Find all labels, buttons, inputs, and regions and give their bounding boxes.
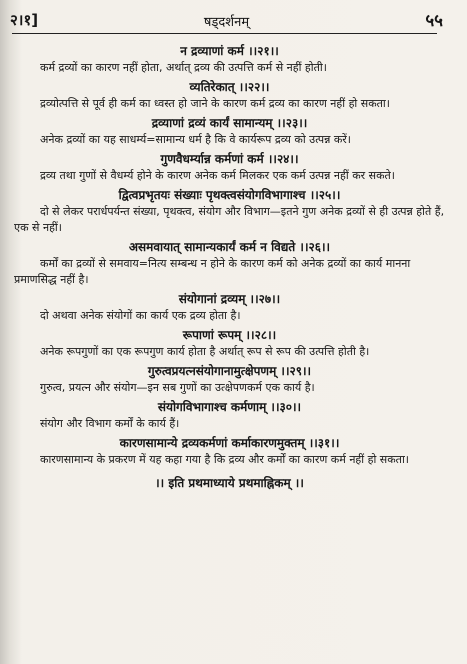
commentary-paragraph: दो से लेकर परार्धपर्यन्त संख्या, पृथक्त्व, संयोग और विभाग—इतने गुण अनेक द्रव्यों से ही उत्पन्न होते हैं, एक से नहीं। <box>14 205 445 234</box>
commentary-paragraph: दो अथवा अनेक संयोगों का कार्य एक द्रव्य होता है। <box>40 309 241 322</box>
sutra-heading: गुरुत्वप्रयत्नसंयोगानामुत्क्षेपणम् ।।२९।। <box>147 364 312 378</box>
header-rule <box>12 33 437 34</box>
commentary-paragraph: गुरुत्व, प्रयत्न और संयोग—इन सब गुणों का उत्क्षेपणकर्म एक कार्य है। <box>40 381 315 394</box>
section-colophon: ।। इति प्रथमाध्याये प्रथमाह्निकम् ।। <box>155 476 304 490</box>
commentary-paragraph: कर्म द्रव्यों का कारण नहीं होता, अर्थात् द्रव्य की उत्पत्ति कर्म से नहीं होती। <box>40 61 327 74</box>
page-body <box>14 42 445 491</box>
sutra-heading: व्यतिरेकात् ।।२२।। <box>189 80 270 94</box>
sutra-heading: कारणसामान्ये द्रव्यकर्मणां कर्माकारणमुक्तम् ।।३१।। <box>119 436 340 450</box>
sutra-heading: रूपाणां रूपम् ।।२८।। <box>182 328 277 342</box>
running-title: षड्दर्शनम् <box>203 15 250 30</box>
sutra-heading: न द्रव्याणां कर्म ।।२१।। <box>180 44 279 58</box>
sutra-heading: गुणवैधर्म्यान्न कर्मणां कर्म ।।२४।। <box>160 152 299 166</box>
commentary-paragraph: अनेक रूपगुणों का एक रूपगुण कार्य होता है अर्थात् रूप से रूप की उत्पत्ति होती है। <box>40 345 370 358</box>
sutra-heading: संयोगविभागाश्च कर्मणाम् ।।३०।। <box>157 400 302 414</box>
commentary-paragraph: कर्मों का द्रव्यों से समवाय=नित्य सम्बन्ध न होने के कारण कर्म को अनेक द्रव्यों का कार्य मानना प्रमाणसिद्ध नहीं है। <box>14 257 411 286</box>
page-header <box>10 6 443 32</box>
commentary-paragraph: संयोग और विभाग कर्मों के कार्य हैं। <box>40 417 180 430</box>
page-number: ५५ <box>425 11 443 31</box>
commentary-paragraph: द्रव्य तथा गुणों से वैधर्म्य होने के कारण अनेक कर्म मिलकर एक कर्म उत्पन्न नहीं कर सकते। <box>40 169 395 182</box>
commentary-paragraph: कारणसामान्य के प्रकरण में यह कहा गया है कि द्रव्य और कर्मों का कारण कर्म नहीं हो सकता। <box>40 453 409 466</box>
commentary-paragraph: द्रव्योत्पत्ति से पूर्व ही कर्म का ध्वस्त हो जाने के कारण कर्म द्रव्य का कारण नहीं हो सकता। <box>40 97 390 110</box>
commentary-paragraph: अनेक द्रव्यों का यह साधर्म्य=सामान्य धर्म है कि वे कार्यरूप द्रव्य को उत्पन्न करें। <box>40 133 351 146</box>
sutra-heading: असमवायात् सामान्यकार्यं कर्म न विद्यते ।।२६।। <box>128 240 331 254</box>
sutra-heading: द्वित्वप्रभृतयः संख्याः पृथक्त्वसंयोगविभागाश्च ।।२५।। <box>118 188 341 202</box>
chapter-marker: २।१] <box>10 11 39 29</box>
sutra-heading: संयोगानां द्रव्यम् ।।२७।। <box>178 292 281 306</box>
sutra-heading: द्रव्याणां द्रव्यं कार्यं सामान्यम् ।।२३।। <box>151 116 308 130</box>
